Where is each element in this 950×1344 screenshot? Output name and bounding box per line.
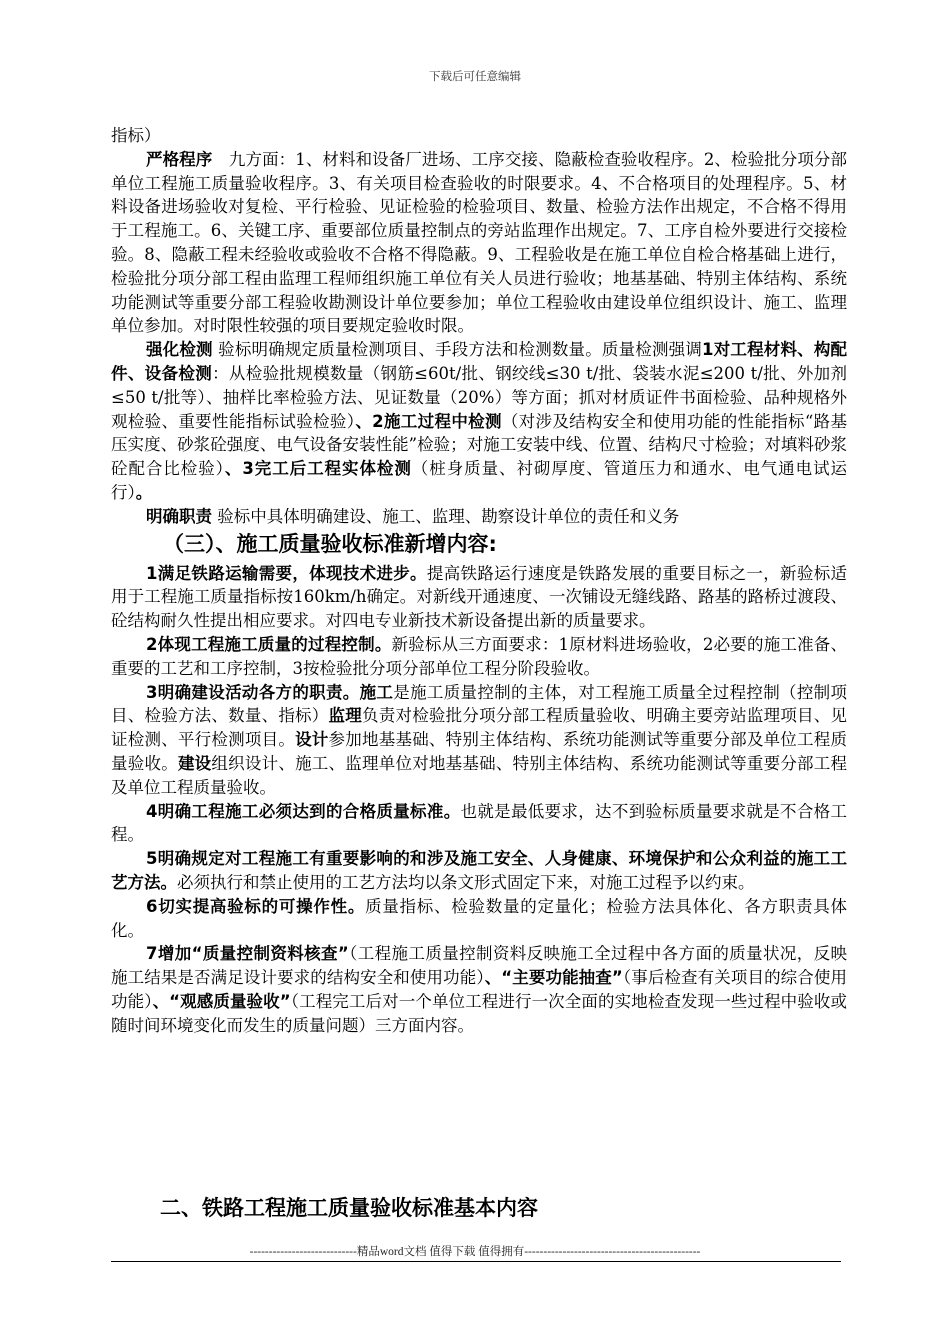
page-header: 下载后可任意编辑 [429,69,521,83]
paragraph-title: 明确职责 [146,506,212,526]
paragraph-title: 严格程序 [146,149,213,169]
document-body [111,124,847,1037]
new-item-4: 4明确工程施工必须达到的合格质量标准。也就是最低要求，达不到验标质量要求就是不合格工程。 [111,801,847,845]
new-item-7: 7增加“质量控制资料核查”（工程施工质量控制资料反映施工全过程中各方面的质量状况，反映施工结果是否满足设计要求的结构安全和使用功能）、“主要功能抽查”（事后检查有关项目的综合使用功能）、“观感质量验收”（工程完工后对一个单位工程进行一次全面的实地检查发现一些过程中验收或随时间环境变化而发生的质量问题）三方面内容。 [111,944,847,1035]
new-item-1: 1满足铁路运输需要，体现技术进步。提高铁路运行速度是铁路发展的重要目标之一，新验标适用于工程施工质量指标按160km/h确定。对新线开通速度、一次铺设无缝线路、路基的路桥过渡段、砼结构耐久性提出相应要求。对四电专业新技术新设备提出新的质量要求。 [111,563,848,631]
paragraph-strict-procedure: 严格程序 九方面：1、材料和设备厂进场、工序交接、隐蔽检查验收程序。2、检验批分项分部单位工程施工质量验收程序。3、有关项目检查验收的时限要求。4、不合格项目的处理程序。5、材料设备进场验收对复检、平行检验、见证检验的检验项目、数量、检验方法作出规定，不合格不得用于工程施工。6、关键工序、重要部位质量控制点的旁站监理作出规定。7、工序自检外要进行交接检验。8、隐蔽工程未经验收或验收不合格不得隐蔽。9、工程验收是在施工单位自检合格基础上进行，检验批分项分部工程由监理工程师组织施工单位有关人员进行验收；地基基础、特别主体结构、系统功能测试等重要分部工程验收勘测设计单位要参加；单位工程验收由建设单位组织设计、施工、监理单位参加。对时限性较强的项目要规定验收时限。 [111,149,848,336]
page-footer: ----------------------------精品word文档 值得下载 值得拥有---------------------------------------------- [249,1246,701,1258]
new-item-2: 2体现工程施工质量的过程控制。新验标从三方面要求：1原材料进场验收，2必要的施工准备、重要的工艺和工序控制，3按检验批分项分部单位工程分阶段验收。 [111,634,848,678]
new-item-6: 6切实提高验标的可操作性。质量指标、检验数量的定量化；检验方法具体化、各方职责具体化。 [111,896,848,940]
section-heading-2: 二、铁路工程施工质量验收标准基本内容 [160,1196,538,1220]
paragraph-clear-duties: 明确职责 验标中具体明确建设、施工、监理、勘察设计单位的责任和义务 [146,506,680,526]
section-heading-3: （三）、施工质量验收标准新增内容: [163,531,497,556]
new-item-3: 3明确建设活动各方的职责。施工是施工质量控制的主体，对工程施工质量全过程控制（控制项目、检验方法、数量、指标）监理负责对检验批分项分部工程质量验收、明确主要旁站监理项目、见证检测、平行检测项目。设计参加地基基础、特别主体结构、系统功能测试等重要分部及单位工程质量验收。建设组织设计、施工、监理单位对地基基础、特别主体结构、系统功能测试等重要分部工程及单位工程质量验收。 [111,682,848,797]
paragraph-continuation: 指标） [111,126,161,145]
new-item-5: 5明确规定对工程施工有重要影响的和涉及施工安全、人身健康、环境保护和公众利益的施工工艺方法。必须执行和禁止使用的工艺方法均以条文形式固定下来，对施工过程予以约束。 [111,849,847,892]
paragraph-strengthen-testing: 强化检测 验标明确规定质量检测项目、手段方法和检测数量。质量检测强调1对工程材料、构配件、设备检测：从检验批规模数量（钢筋≤60t/批、钢绞线≤30 t/批、袋装水泥≤200 t/批、外加剂≤50 t/批等）、抽样比率检验方法、见证数量（20%）等方面；抓对材质证件书面检验、品种规格外观检验、重要性能指标试验检验）、2施工过程中检测（对涉及结构安全和使用功能的性能指标“路基压实度、砂浆砼强度、电气设备安装性能”检验；对施工安装中线、位置、结构尺寸检验；对填料砂浆砼配合比检验）、3完工后工程实体检测（桩身质量、衬砌厚度、管道压力和通水、电气通电试运行）。 [111,340,848,502]
footer-divider [111,1261,841,1262]
paragraph-title: 强化检测 [146,340,213,360]
